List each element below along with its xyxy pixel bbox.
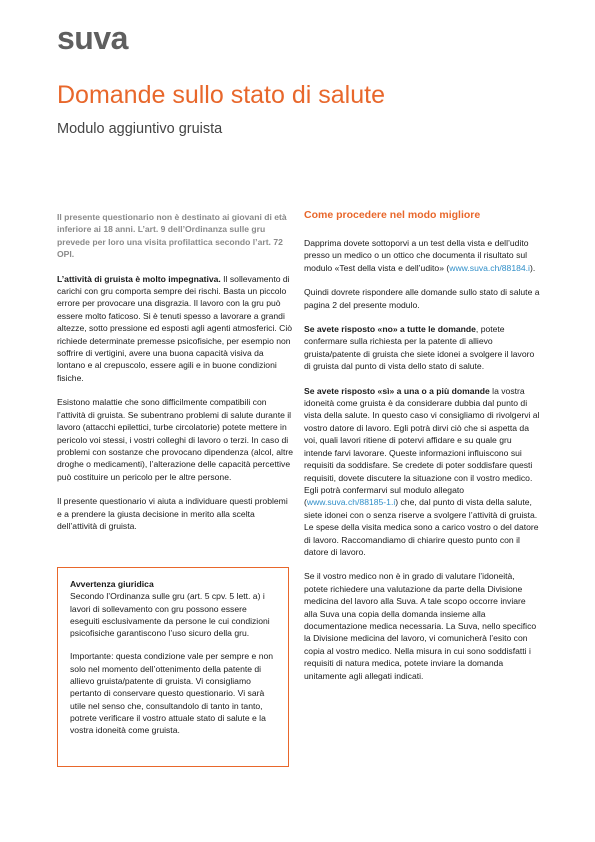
paragraph-text-end: ) che, dal punto di vista della salute, siete idonei con o senza riserve a svolgere l’attività di gruista. Le spese della visita medica sono a carico vostro o del datore di lavoro. Raccomandiamo di chiarire questo punto con il datore di lavoro. xyxy=(304,497,539,557)
paragraph-text-end: ). xyxy=(529,262,536,273)
right-column xyxy=(304,209,540,694)
section-title: Come procedere nel modo migliore xyxy=(304,209,481,221)
paragraph-text: Dapprima dovete sottoporvi a un test della vista e dell’udito presso un medico o un ottico che documenta il risultato sul modulo «Test della vista e dell’udito» ( xyxy=(304,238,529,273)
paragraph-suva-assessment: Se il vostro medico non è in grado di valutare l’idoneità, potete richiedere una valutazione da parte della Divisione medicina del lavoro alla Suva. A tale scopo occorre inviare alla Suva una copia della domanda insieme alla documentazione medica necessaria. La Suva, nello specifico la Divisione medicina del lavoro, vi comunicherà l’esito con copia al vostro medico. Nella misura in cui sono soddisfatti i requisiti di natura medica, potete inviare la domanda unitamente agli allegati indicati. xyxy=(304,571,537,681)
legal-notice-important: Importante: questa condizione vale per sempre e non solo nel momento dell’ottenimento della patente di allievo gruista/patente di gruista. Vi consigliamo pertanto di conservare questo questionario. Vi sarà utile nel senso che, consultandolo di tanto in tanto, potrete verificare il vostro attuale stato di salute e la vostra idoneità come gruista. xyxy=(70,651,274,736)
paragraph-lead: Se avete risposto «sì» a una o a più domande xyxy=(304,385,490,396)
paragraph-vision-test xyxy=(304,237,540,274)
paragraph-crane-activity xyxy=(57,273,293,385)
page-subtitle: Modulo aggiuntivo gruista xyxy=(57,121,223,137)
paragraph-text: Il sollevamento di carichi con gru comporta sempre dei rischi. Basta un piccolo errore per provocare una disgrazia. Il lavoro con la gru può essere molto faticoso. Si è tenuti spesso a lavorare a grandi altezze, sotto pressione ed esposti agli agenti atmosferici. Ciò richiede determinate premesse psicofisiche, per esempio non soffrire di vertigini, avere una buona capacità visiva da lontano e al crepuscolo, essere agili e in buone condizioni fisiche. xyxy=(57,273,293,383)
paragraph-lead: L’attività di gruista è molto impegnativa. xyxy=(57,273,221,284)
legal-notice-box xyxy=(57,567,289,767)
paragraph-text: , potete confermare sulla richiesta per la patente di allievo gruista/patente di gruista che siete idonei a svolgere il lavoro di gruista dal punto di vista dello stato di salute. xyxy=(304,324,535,372)
paragraph-answer-yes xyxy=(304,385,540,559)
paragraph-text: la vostra idoneità come gruista è da considerare dubbia dal punto di vista della salute. In questo caso vi consigliamo di rivolgervi al vostro datore di lavoro. Egli potrà dirvi ciò che si aspetta da voi, quali lavori ritiene di potervi affidare e su quale gru intende farvi lavorare. Queste informazioni influiscono sui requisiti da soddisfare. Se credete di poter soddisfare questi requisiti, dovete discutere la situazione con il vostro medico. Egli potrà confermarvi sul modulo allegato ( xyxy=(304,385,540,508)
medical-form-link[interactable]: www.suva.ch/88185-1.i xyxy=(306,497,396,508)
paragraph-questionnaire-help: Il presente questionario vi aiuta a individuare questi problemi e a prendere la giusta decisione in merito alla scelta dell’attività di gruista. xyxy=(57,496,288,531)
legal-notice-title: Avvertenza giuridica xyxy=(70,579,154,589)
paragraph-answer-questions: Quindi dovrete rispondere alle domande sullo stato di salute a pagina 2 del presente modulo. xyxy=(304,287,540,310)
paragraph-lead: Se avete risposto «no» a tutte le domande xyxy=(304,324,476,335)
legal-notice-paragraph: Secondo l’Ordinanza sulle gru (art. 5 cpv. 5 lett. a) i lavori di sollevamento con gru possono essere eseguiti esclusivamente da persone le cui condizioni psicofisiche garantiscono l’uso sicuro della gru. xyxy=(70,591,270,639)
paragraph-illnesses: Esistono malattie che sono difficilmente compatibili con l’attività di gruista. Se subentrano problemi di salute durante il lavoro (attacchi epilettici, turbe circolatorie) potete mettere in pericolo voi stessi, i vostri colleghi di lavoro o terzi. In caso di problemi con sostanze che provocano dipendenza (alcol, altre droghe o medicamenti), l’alterazione delle capacità percettive può costituire un pericolo per le altre persone. xyxy=(57,397,293,482)
paragraph-answer-no xyxy=(304,323,540,373)
suva-logo: suva xyxy=(57,20,128,56)
intro-paragraph: Il presente questionario non è destinato ai giovani di età inferiore ai 18 anni. L’art. 9 dell’Ordinanza sulle gru prevede per loro una visita profilattica secondo l’art. 72 OPI. xyxy=(57,212,287,260)
left-column xyxy=(57,211,293,544)
vision-test-link[interactable]: www.suva.ch/88184.i xyxy=(449,262,530,273)
page-title: Domande sullo stato di salute xyxy=(57,81,385,109)
